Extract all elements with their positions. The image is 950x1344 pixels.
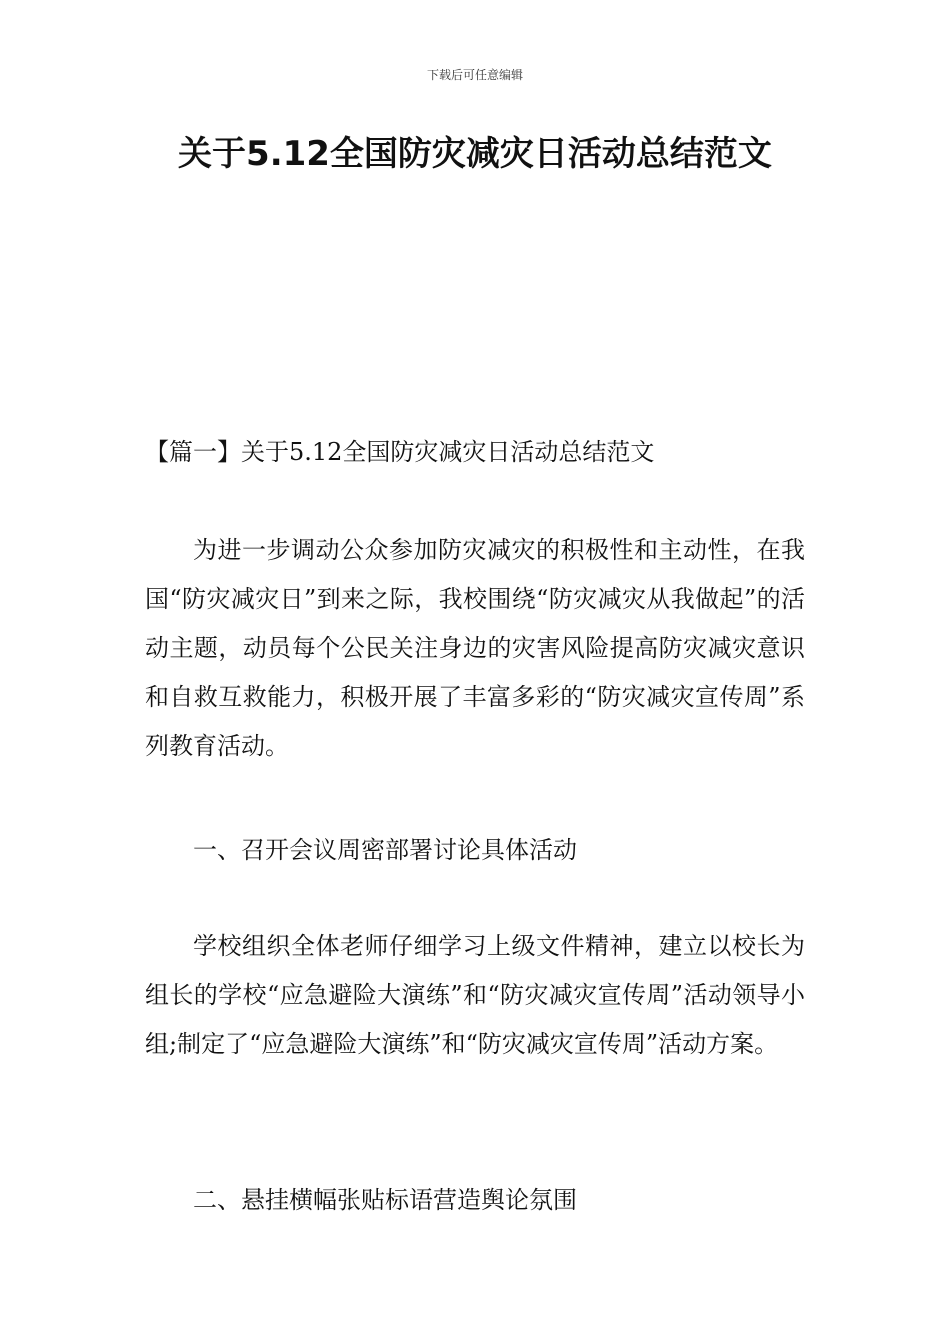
paragraph-intro: 为进一步调动公众参加防灾减灾的积极性和主动性，在我国“防灾减灾日”到来之际，我校围绕“防灾减灾从我做起”的活动主题，动员每个公民关注身边的灾害风险提高防灾减灾意识和自救互救能力，积极开展了丰富多彩的“防灾减灾宣传周”系列教育活动。 bbox=[145, 536, 805, 760]
section-heading: 【篇一】关于5.12全国防灾减灾日活动总结范文 bbox=[145, 438, 655, 466]
subheading-meeting: 一、召开会议周密部署讨论具体活动 bbox=[193, 836, 577, 864]
header-note: 下载后可任意编辑 bbox=[426, 68, 523, 82]
subheading-banners: 二、悬挂横幅张贴标语营造舆论氛围 bbox=[193, 1186, 577, 1214]
document-title: 关于5.12全国防灾减灾日活动总结范文 bbox=[178, 134, 772, 174]
paragraph-organization: 学校组织全体老师仔细学习上级文件精神，建立以校长为组长的学校“应急避险大演练”和“防灾减灾宣传周”活动领导小组;制定了“应急避险大演练”和“防灾减灾宣传周”活动方案。 bbox=[145, 932, 805, 1058]
